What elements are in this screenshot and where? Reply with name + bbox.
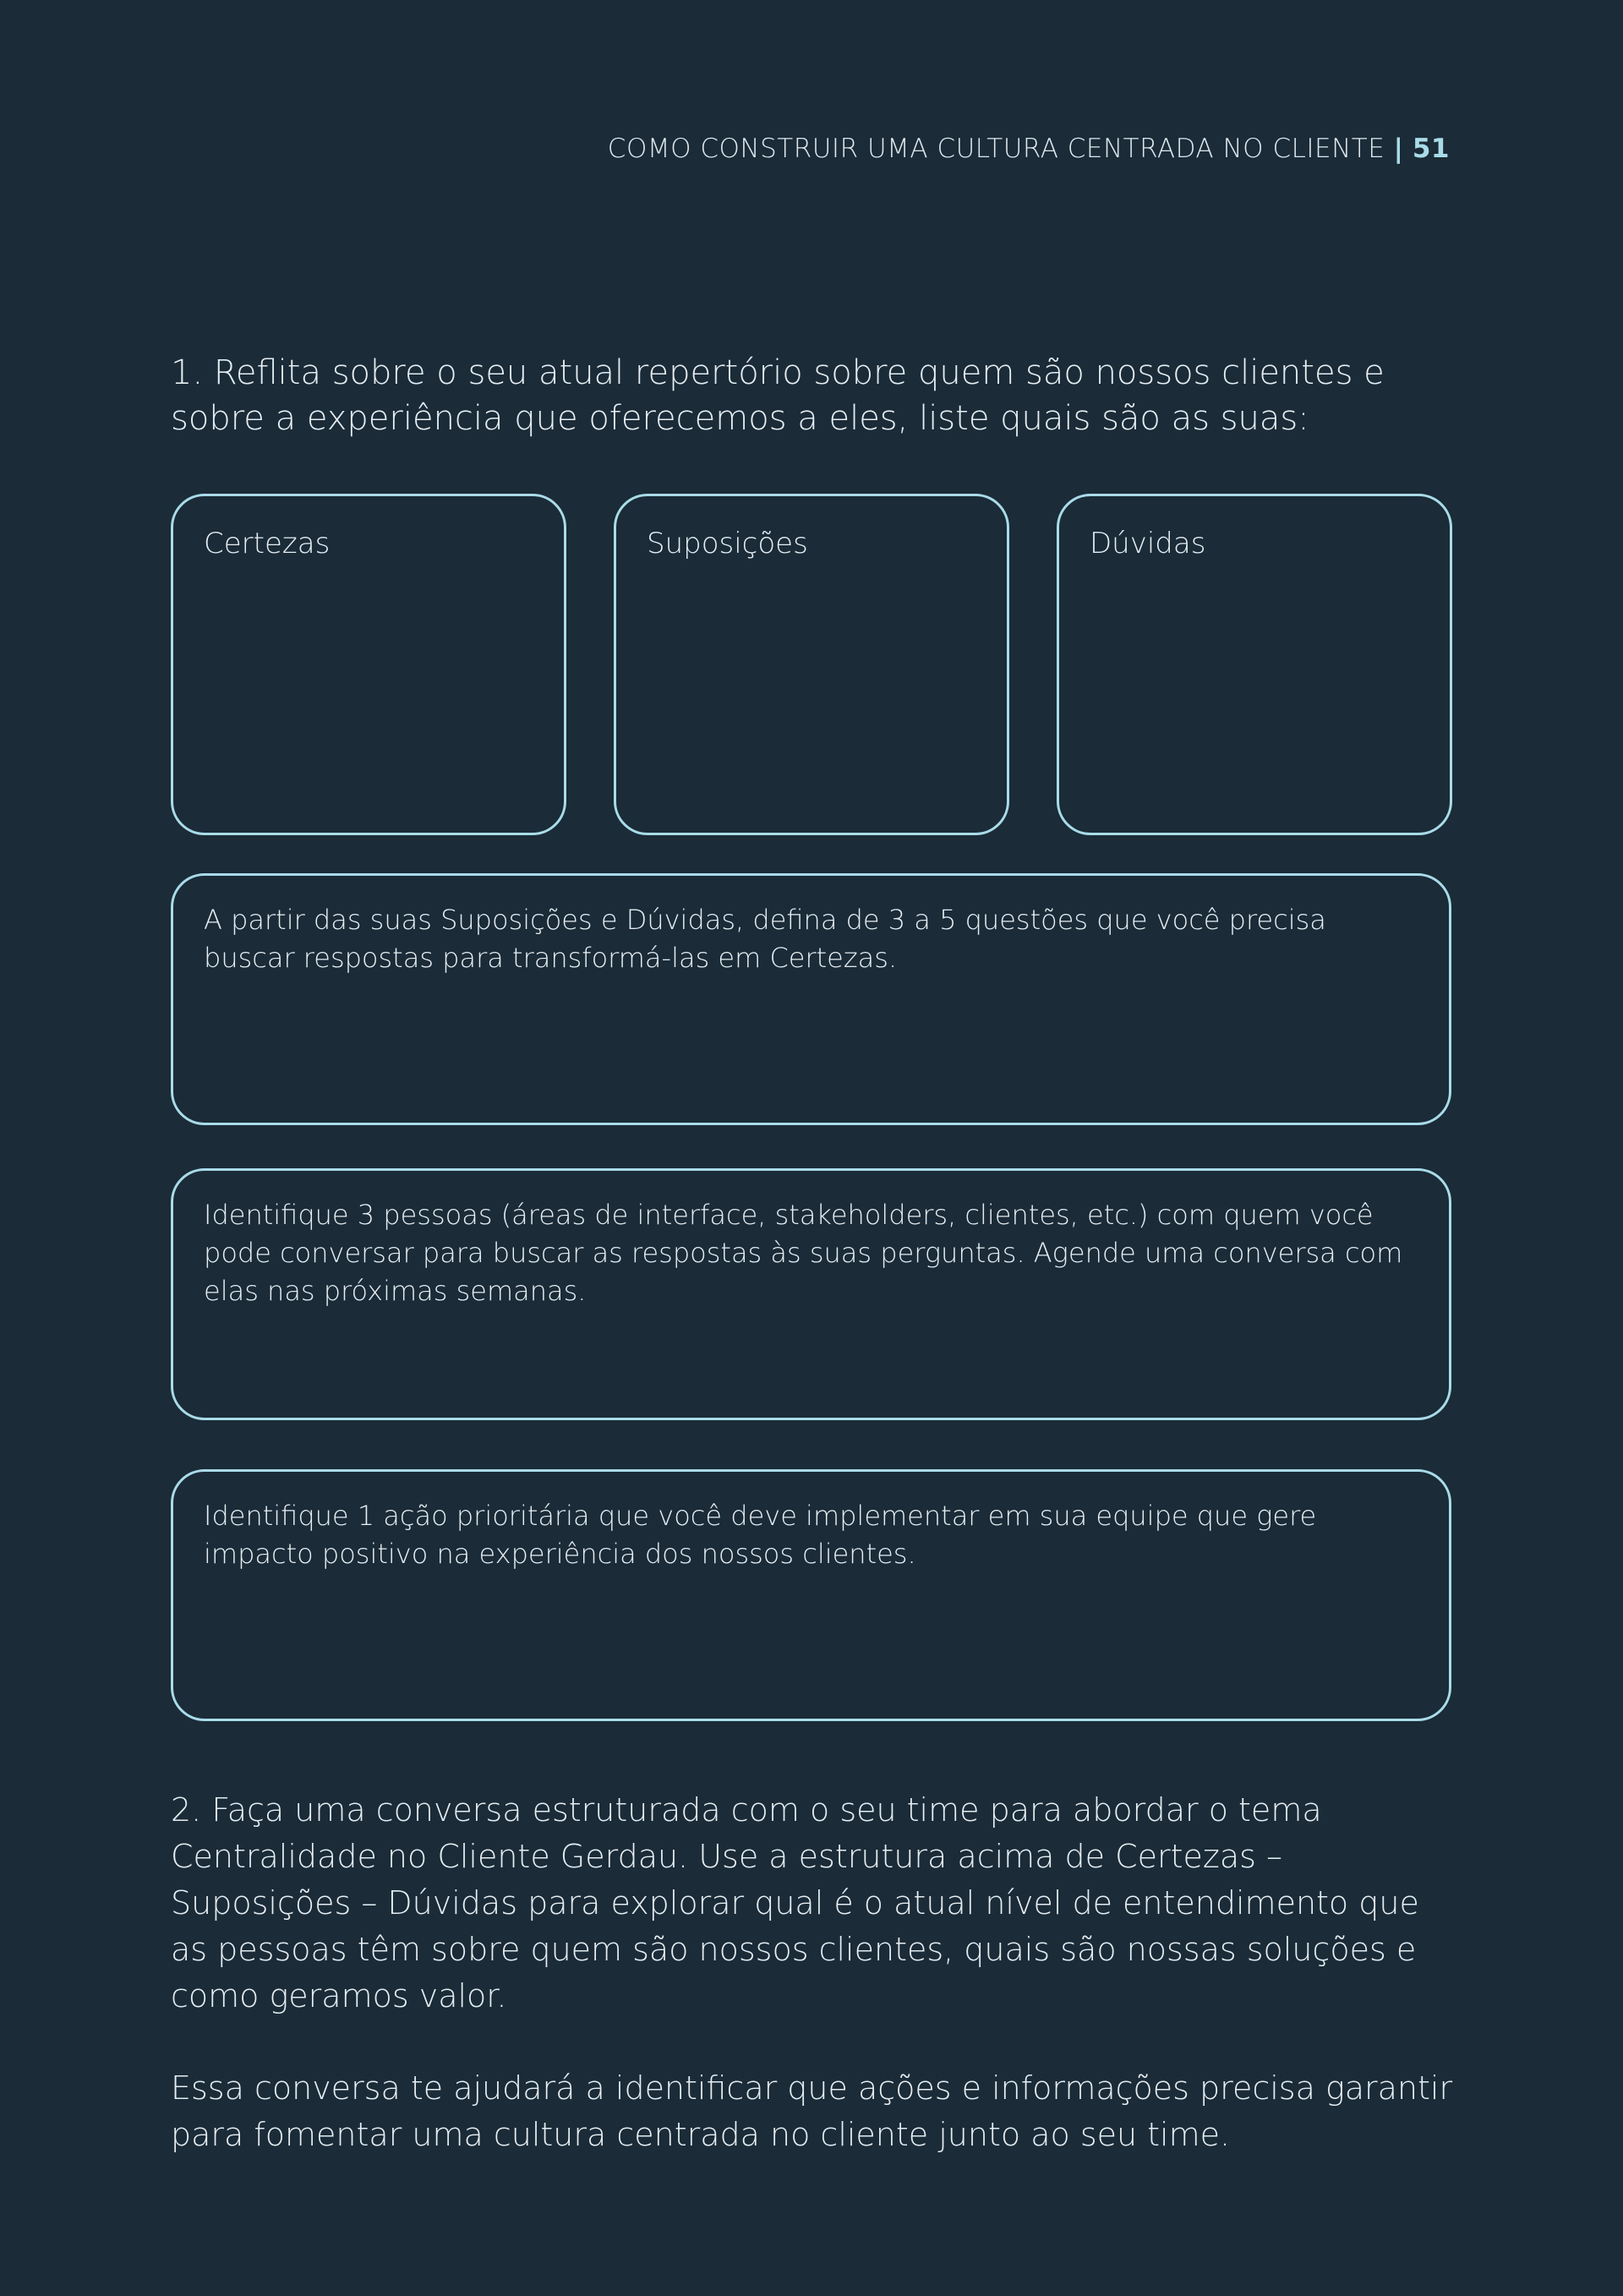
intro-question: 1. Reflita sobre o seu atual repertório sobre quem são nossos clientes e sobre a experiência que oferecemos a eles, liste quais são as suas:: [171, 353, 1385, 438]
running-header: [608, 134, 1450, 164]
box-duvidas-label: Dúvidas: [1090, 527, 1206, 560]
page-number: 51: [1412, 134, 1450, 164]
box-action[interactable]: [171, 1469, 1451, 1721]
box-certezas[interactable]: [171, 494, 566, 835]
section-2-paragraph-1: 2. Faça uma conversa estruturada com o seu time para abordar o tema Centralidade no Cliente Gerdau. Use a estrutura acima de Certezas – Suposições – Dúvidas para explorar qual é o atual nível de entendimento que as pessoas têm sobre quem são nossos clientes, quais são nossas soluções e como geramos valor.: [171, 1791, 1419, 2014]
box-questions[interactable]: [171, 873, 1451, 1125]
section-2-paragraph-2: Essa conversa te ajudará a identificar que ações e informações precisa garantir para fomentar uma cultura centrada no cliente junto ao seu time.: [171, 2069, 1453, 2153]
box-people[interactable]: [171, 1168, 1451, 1420]
box-questions-prompt: A partir das suas Suposições e Dúvidas, defina de 3 a 5 questões que você precisa buscar respostas para transformá-las em Certezas.: [204, 904, 1326, 974]
box-people-prompt: Identifique 3 pessoas (áreas de interface, stakeholders, clientes, etc.) com quem você pode conversar para buscar as respostas às suas perguntas. Agende uma conversa com elas nas próximas semanas.: [204, 1199, 1403, 1307]
box-suposicoes[interactable]: [614, 494, 1009, 835]
box-action-prompt: Identifique 1 ação prioritária que você deve implementar em sua equipe que gere impacto positivo na experiência dos nossos clientes.: [204, 1500, 1317, 1570]
header-separator: |: [1393, 134, 1404, 164]
section-2: [171, 1787, 1456, 2204]
box-certezas-label: Certezas: [204, 527, 331, 560]
box-suposicoes-label: Suposições: [647, 527, 808, 560]
header-title: COMO CONSTRUIR UMA CULTURA CENTRADA NO CLIENTE: [607, 134, 1385, 164]
box-duvidas[interactable]: [1057, 494, 1452, 835]
